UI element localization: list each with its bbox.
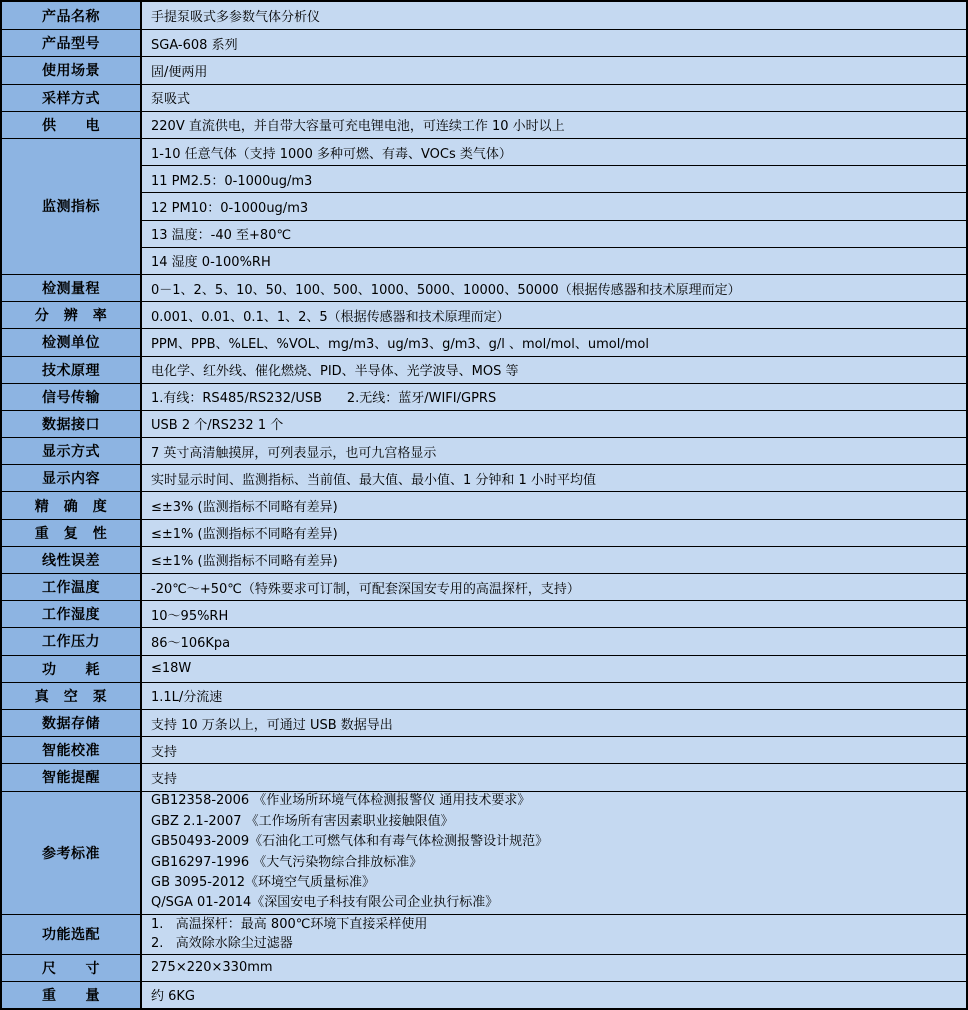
row-value: 固/便两用 (151, 64, 208, 80)
monitoring-indicators-list (142, 139, 966, 274)
row-label: 显示方式 (2, 438, 142, 464)
row-value: ≤±1% (监测指标不同略有差异) (151, 527, 338, 543)
row-data-storage (2, 709, 966, 736)
row-value: ≤±3% (监测指标不同略有差异) (151, 500, 338, 516)
monitoring-indicator-item: 1-10 任意气体（支持 1000 多种可燃、有毒、VOCs 类气体） (151, 146, 512, 162)
row-signal-transmission (2, 383, 966, 410)
row-value: 1.1L/分流速 (151, 690, 223, 706)
row-weight (2, 981, 966, 1008)
row-label: 供 电 (2, 112, 142, 138)
row-product-name (2, 2, 966, 29)
row-working-humidity (2, 600, 966, 627)
row-value: 1.有线：RS485/RS232/USB 2.无线：蓝牙/WIFI/GPRS (151, 391, 497, 407)
row-label: 数据存储 (2, 710, 142, 736)
row-value: 220V 直流供电，并自带大容量可充电锂电池，可连续工作 10 小时以上 (151, 119, 565, 135)
row-repeatability (2, 519, 966, 546)
row-value: ≤±1% (监测指标不同略有差异) (151, 554, 338, 570)
row-label: 产品型号 (2, 30, 142, 56)
row-linearity-error (2, 546, 966, 573)
row-accuracy (2, 491, 966, 518)
row-detection-range (2, 274, 966, 301)
row-label: 监测指标 (2, 139, 142, 274)
row-value: 支持 (151, 771, 178, 787)
row-label: 产品名称 (2, 2, 142, 29)
row-label: 工作温度 (2, 574, 142, 600)
monitoring-indicator-item: 14 湿度 0-100%RH (142, 247, 966, 274)
row-label: 线性误差 (2, 547, 142, 573)
row-working-pressure (2, 627, 966, 654)
row-label: 功 耗 (2, 656, 142, 682)
row-label: 尺 寸 (2, 955, 142, 981)
row-label: 技术原理 (2, 357, 142, 383)
row-vacuum-pump (2, 682, 966, 709)
reference-standard-item: GB16297-1996 《大气污染物综合排放标准》 (151, 854, 423, 870)
row-value: 10～95%RH (151, 608, 229, 624)
row-display-content (2, 464, 966, 491)
row-usage-scenario (2, 56, 966, 83)
row-label: 工作压力 (2, 628, 142, 654)
row-label: 重 复 性 (2, 520, 142, 546)
monitoring-indicator-item: 11 PM2.5：0-1000ug/m3 (142, 165, 966, 192)
reference-standard-item: GB50493-2009《石油化工可燃气体和有毒气体检测报警设计规范》 (151, 834, 549, 850)
row-value: 86～106Kpa (151, 635, 231, 651)
row-working-temperature (2, 573, 966, 600)
optional-feature-item: 1. 高温探杆：最高 800℃环境下直接采样使用 (151, 917, 428, 932)
row-value: 实时显示时间、监测指标、当前值、最大值、最小值、1 分钟和 1 小时平均值 (151, 472, 596, 488)
row-value: 支持 (151, 744, 178, 760)
row-display-mode (2, 437, 966, 464)
row-label: 真 空 泵 (2, 683, 142, 709)
row-value: 约 6KG (151, 989, 196, 1005)
row-label: 智能提醒 (2, 764, 142, 790)
row-resolution (2, 301, 966, 328)
row-label: 工作湿度 (2, 601, 142, 627)
row-label: 信号传输 (2, 384, 142, 410)
reference-standard-item: GB 3095-2012《环境空气质量标准》 (151, 874, 375, 890)
optional-feature-item: 2. 高效除水除尘过滤器 (151, 936, 293, 951)
monitoring-indicator-item: 13 温度：-40 至+80℃ (142, 220, 966, 247)
row-label: 显示内容 (2, 465, 142, 491)
row-value: 7 英寸高清触摸屏，可列表显示，也可九宫格显示 (151, 445, 437, 461)
row-label: 精 确 度 (2, 492, 142, 518)
row-data-interface (2, 410, 966, 437)
reference-standards-list (142, 792, 966, 914)
row-power-consumption (2, 655, 966, 682)
row-smart-reminder (2, 763, 966, 790)
row-value: 支持 10 万条以上，可通过 USB 数据导出 (151, 717, 393, 733)
row-value: 手提泵吸式多参数气体分析仪 (151, 10, 321, 26)
row-detection-unit (2, 328, 966, 355)
row-value: ≤18W (151, 661, 192, 677)
optional-features-list (142, 915, 966, 954)
row-value: USB 2 个/RS232 1 个 (151, 418, 284, 434)
row-label: 使用场景 (2, 57, 142, 83)
row-product-model (2, 29, 966, 56)
row-label: 数据接口 (2, 411, 142, 437)
row-reference-standards (2, 791, 966, 914)
row-label: 参考标准 (2, 792, 142, 914)
row-label: 检测量程 (2, 275, 142, 301)
row-label: 智能校准 (2, 737, 142, 763)
row-label: 重 量 (2, 982, 142, 1008)
row-value: 电化学、红外线、催化燃烧、PID、半导体、光学波导、MOS 等 (151, 364, 519, 380)
row-value: PPM、PPB、%LEL、%VOL、mg/m3、ug/m3、g/m3、g/l 、mol/mol、umol/mol (151, 336, 649, 352)
row-value: SGA-608 系列 (151, 37, 238, 53)
row-dimensions (2, 954, 966, 981)
reference-standard-item: GBZ 2.1-2007 《工作场所有害因素职业接触限值》 (151, 813, 454, 829)
row-label: 检测单位 (2, 329, 142, 355)
row-value: 0.001、0.01、0.1、1、2、5（根据传感器和技术原理而定） (151, 309, 510, 325)
row-value: -20℃～+50℃（特殊要求可订制，可配套深国安专用的高温探杆，支持） (151, 581, 580, 597)
row-label: 采样方式 (2, 85, 142, 111)
row-monitoring-indicators (2, 138, 966, 274)
row-technical-principle (2, 356, 966, 383)
row-sampling-method (2, 84, 966, 111)
row-smart-calibration (2, 736, 966, 763)
reference-standard-item: GB12358-2006 《作业场所环境气体检测报警仪 通用技术要求》 (151, 793, 531, 809)
row-label: 功能选配 (2, 915, 142, 954)
reference-standard-item: Q/SGA 01-2014《深国安电子科技有限公司企业执行标准》 (151, 895, 499, 911)
monitoring-indicator-item: 12 PM10：0-1000ug/m3 (142, 192, 966, 219)
row-value: 泵吸式 (151, 92, 191, 108)
row-value: 275×220×330mm (151, 960, 273, 976)
row-value: 0－1、2、5、10、50、100、500、1000、5000、10000、50000（根据传感器和技术原理而定） (151, 282, 741, 298)
row-power-supply (2, 111, 966, 138)
row-optional-features (2, 914, 966, 954)
row-label: 分 辨 率 (2, 302, 142, 328)
